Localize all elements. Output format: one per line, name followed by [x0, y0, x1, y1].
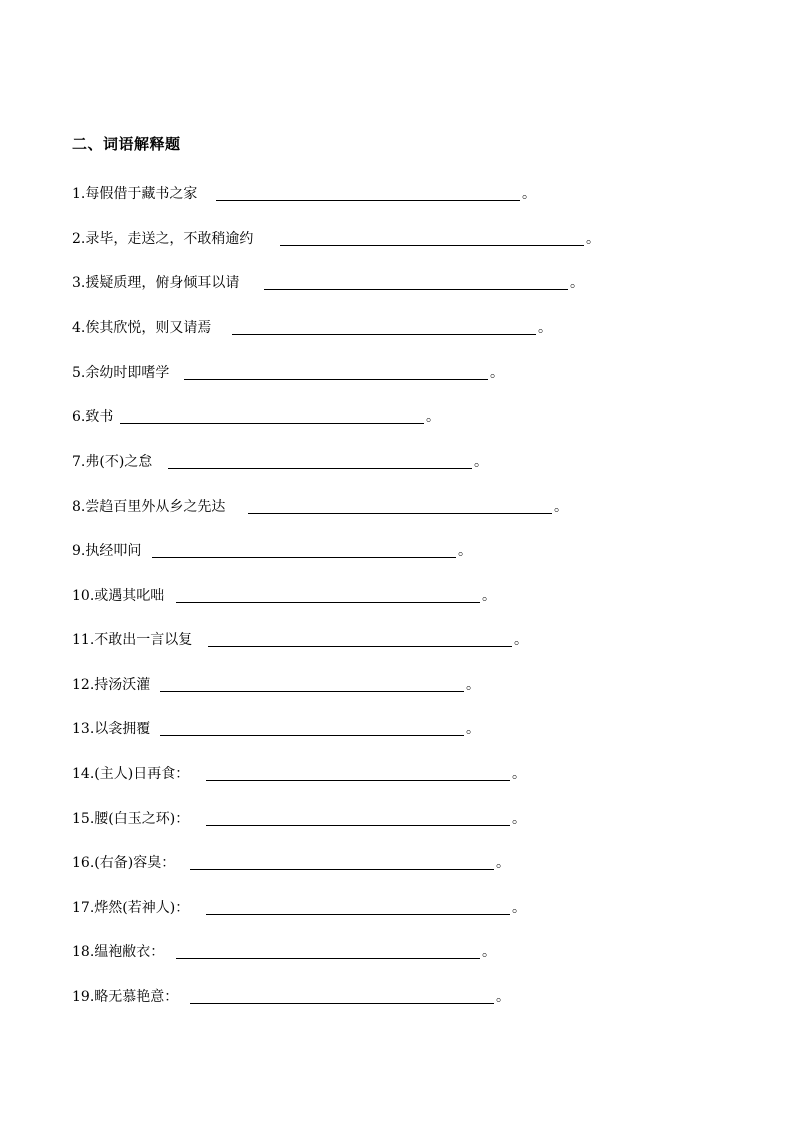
item-prompt: 17.烨然(若神人)：: [72, 900, 190, 916]
end-mark: 。: [514, 632, 528, 648]
item-prompt: 3.援疑质理，俯身倾耳以请: [72, 275, 240, 291]
list-item: [72, 718, 480, 738]
end-mark: 。: [554, 499, 568, 515]
list-item: [72, 852, 510, 872]
answer-blank[interactable]: [208, 632, 512, 647]
item-prompt: 13.以衾拥覆: [72, 721, 151, 737]
list-item: [72, 228, 600, 248]
list-item: [72, 674, 480, 694]
end-mark: 。: [490, 365, 504, 381]
item-prompt: 2.录毕，走送之，不敢稍逾约: [72, 231, 254, 247]
end-mark: 。: [496, 989, 510, 1005]
list-item: [72, 585, 496, 605]
answer-blank[interactable]: [216, 186, 520, 201]
end-mark: 。: [586, 231, 600, 247]
answer-blank[interactable]: [264, 275, 568, 290]
list-item: [72, 986, 510, 1006]
item-prompt: 6.致书: [72, 409, 114, 425]
answer-blank[interactable]: [232, 320, 536, 335]
item-prompt: 8.尝趋百里外从乡之先达: [72, 499, 226, 515]
answer-blank[interactable]: [248, 499, 552, 514]
end-mark: 。: [512, 900, 526, 916]
list-item: [72, 317, 552, 337]
end-mark: 。: [474, 454, 488, 470]
item-prompt: 12.持汤沃灌: [72, 677, 151, 693]
answer-blank[interactable]: [206, 900, 510, 915]
list-item: [72, 183, 536, 203]
answer-blank[interactable]: [168, 454, 472, 469]
answer-blank[interactable]: [176, 588, 480, 603]
list-item: [72, 763, 526, 783]
answer-blank[interactable]: [160, 721, 464, 736]
list-item: [72, 451, 488, 471]
list-item: [72, 496, 568, 516]
item-prompt: 19.略无慕艳意：: [72, 989, 179, 1005]
answer-blank[interactable]: [152, 543, 456, 558]
item-prompt: 4.俟其欣悦，则又请焉: [72, 320, 212, 336]
end-mark: 。: [482, 588, 496, 604]
item-prompt: 11.不敢出一言以复: [72, 632, 193, 648]
answer-blank[interactable]: [160, 677, 464, 692]
item-prompt: 15.腰(白玉之环)：: [72, 811, 190, 827]
list-item: [72, 897, 526, 917]
answer-blank[interactable]: [176, 944, 480, 959]
list-item: [72, 272, 584, 292]
item-prompt: 5.余幼时即嗜学: [72, 365, 170, 381]
end-mark: 。: [512, 811, 526, 827]
item-prompt: 18.缊袍敝衣：: [72, 944, 165, 960]
item-prompt: 16.(右备)容臭：: [72, 855, 176, 871]
item-prompt: 10.或遇其叱咄: [72, 588, 165, 604]
answer-blank[interactable]: [206, 811, 510, 826]
answer-blank[interactable]: [190, 989, 494, 1004]
list-item: [72, 808, 526, 828]
answer-blank[interactable]: [206, 766, 510, 781]
end-mark: 。: [496, 855, 510, 871]
end-mark: 。: [522, 186, 536, 202]
list-item: [72, 406, 440, 426]
list-item: [72, 362, 504, 382]
end-mark: 。: [466, 677, 480, 693]
end-mark: 。: [426, 409, 440, 425]
end-mark: 。: [482, 944, 496, 960]
item-prompt: 9.执经叩问: [72, 543, 142, 559]
list-item: [72, 941, 496, 961]
end-mark: 。: [458, 543, 472, 559]
item-prompt: 1.每假借于藏书之家: [72, 186, 198, 202]
end-mark: 。: [466, 721, 480, 737]
list-item: [72, 540, 472, 560]
answer-blank[interactable]: [280, 231, 584, 246]
list-item: [72, 629, 528, 649]
end-mark: 。: [570, 275, 584, 291]
section-title: 二、词语解释题: [72, 135, 181, 153]
end-mark: 。: [512, 766, 526, 782]
item-prompt: 14.(主人)日再食：: [72, 766, 190, 782]
answer-blank[interactable]: [184, 365, 488, 380]
end-mark: 。: [538, 320, 552, 336]
item-prompt: 7.弗(不)之怠: [72, 454, 153, 470]
answer-blank[interactable]: [190, 855, 494, 870]
answer-blank[interactable]: [120, 409, 424, 424]
